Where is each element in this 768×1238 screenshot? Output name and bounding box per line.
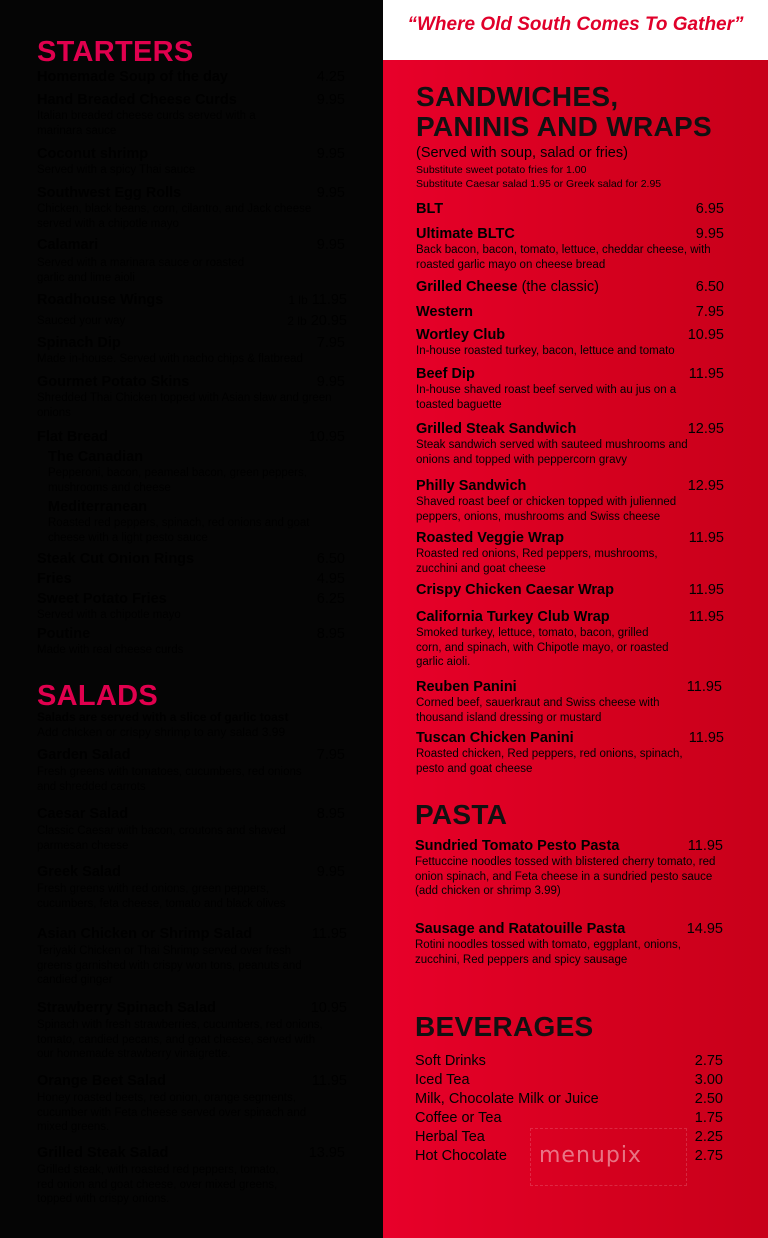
item-name: BLT — [416, 201, 444, 217]
item-name: Garden Salad — [37, 747, 131, 763]
menu-item — [416, 420, 724, 467]
salads-intro: Salads are served with a slice of garlic toast — [37, 710, 289, 724]
item-description: Chicken, black beans, corn, cilantro, and Jack cheese served with a chipotle mayo — [37, 203, 312, 230]
item-price — [288, 291, 347, 309]
item-price: 11.95 — [688, 609, 724, 625]
watermark-text: menupix — [539, 1143, 642, 1168]
menu-item — [37, 863, 345, 911]
item-name: The Canadian — [48, 449, 144, 465]
item-description: Shredded Thai Chicken topped with Asian slaw and green onions — [37, 392, 332, 419]
menu-item — [416, 326, 724, 359]
item-name: Poutine — [37, 626, 91, 642]
item-description: Classic Caesar with bacon, croutons and shaved parmesan cheese — [37, 825, 286, 852]
item-name — [416, 278, 724, 296]
menu-item — [37, 625, 345, 658]
menu-item — [37, 184, 345, 231]
menu-item — [416, 581, 724, 599]
item-name: Reuben Panini — [416, 679, 517, 695]
item-price: 11.95 — [688, 582, 724, 598]
substitution-note: Substitute Caesar salad 1.95 or Greek salad for 2.95 — [416, 178, 662, 190]
item-price: 9.95 — [316, 374, 345, 390]
starters-heading: STARTERS — [37, 36, 194, 68]
item-description: Made in-house. Served with nacho chips & flatbread — [37, 353, 303, 365]
item-name: Homemade Soup of the day — [37, 69, 228, 85]
item-description: Grilled steak, with roasted red peppers, tomato, red onion and goat cheese, over mixed greens, topped with crispy onions. — [37, 1164, 279, 1205]
item-price: 8.95 — [316, 806, 345, 822]
menu-item — [416, 278, 724, 296]
menu-item — [37, 291, 347, 331]
item-name: Strawberry Spinach Salad — [37, 1000, 216, 1016]
item-description: Shaved roast beef or chicken topped with julienned peppers, onions, mushrooms and Swiss cheese — [416, 496, 677, 523]
sandwiches-subheading: (Served with soup, salad or fries) — [416, 145, 628, 161]
item-name: Caesar Salad — [37, 806, 129, 822]
beverage-name: Iced Tea — [415, 1072, 470, 1088]
menu-item — [37, 68, 345, 86]
item-price: 11.95 — [686, 679, 722, 695]
menu-item — [416, 477, 724, 524]
item-price: 10.95 — [310, 1000, 347, 1016]
item-description: Made with real cheese curds — [37, 644, 184, 656]
item-description: Back bacon, bacon, tomato, lettuce, cheddar cheese, with roasted garlic mayo on cheese bread — [416, 244, 711, 271]
item-description: Served with a marinara sauce or roasted garlic and lime aioli — [37, 257, 245, 284]
menu-item — [37, 746, 345, 794]
menu-item — [37, 550, 345, 568]
item-price: 7.95 — [316, 747, 345, 763]
item-name: Southwest Egg Rolls — [37, 185, 182, 201]
beverage-name: Herbal Tea — [415, 1129, 485, 1145]
item-description: Rotini noodles tossed with tomato, eggplant, onions, zucchini, Red peppers and spicy sausage — [415, 939, 681, 966]
item-description: Honey roasted beets, red onion, orange segments, cucumber with Feta cheese served over spinach and mixed greens. — [37, 1092, 307, 1133]
item-price: 11.95 — [687, 838, 723, 854]
menu-item — [416, 729, 724, 776]
item-name: Mediterranean — [48, 499, 148, 515]
menu-item — [415, 837, 723, 899]
item-description: Fresh greens with tomatoes, cucumbers, red onions and shredded carrots — [37, 766, 302, 793]
item-description: Italian breaded cheese curds served with a marinara sauce — [37, 110, 256, 137]
item-price: 6.25 — [316, 591, 345, 607]
item-price: 9.95 — [316, 237, 345, 253]
item-name-suffix: (the classic) — [517, 279, 599, 295]
item-description: Sauced your way — [37, 315, 126, 327]
item-price: 13.95 — [308, 1145, 345, 1161]
item-name: Wortley Club — [416, 327, 506, 343]
item-name: Hand Breaded Cheese Curds — [37, 92, 237, 108]
item-price: 11.95 — [688, 730, 724, 746]
size-label: 2 lb — [287, 314, 307, 328]
item-price: 6.50 — [316, 551, 345, 567]
item-name: Western — [416, 304, 473, 320]
beverage-price: 2.50 — [694, 1091, 723, 1107]
menu-item — [416, 678, 722, 725]
item-price: 12.95 — [687, 478, 724, 494]
menu-item — [37, 590, 345, 623]
tagline: “Where Old South Comes To Gather” — [407, 14, 744, 35]
menu-item — [37, 805, 345, 853]
item-name: Asian Chicken or Shrimp Salad — [37, 926, 253, 942]
item-name: Sundried Tomato Pesto Pasta — [415, 838, 620, 854]
item-price — [287, 312, 347, 330]
item-price: 11.95 — [311, 1073, 347, 1089]
item-price: 9.95 — [316, 864, 345, 880]
item-price: 11.95 — [688, 366, 724, 382]
item-name: Philly Sandwich — [416, 478, 527, 494]
item-price: 6.50 — [695, 279, 724, 295]
item-price: 14.95 — [686, 921, 723, 937]
menu-item — [415, 920, 723, 967]
beverage-name: Coffee or Tea — [415, 1110, 502, 1126]
item-price: 11.95 — [311, 926, 347, 942]
beverage-name: Hot Chocolate — [415, 1148, 507, 1164]
item-description: Teriyaki Chicken or Thai Shrimp served over fresh greens garnished with crispy won tons, peanuts and candied ginger — [37, 945, 302, 986]
item-name: Sweet Potato Fries — [37, 591, 167, 607]
menu-item — [48, 498, 338, 545]
item-price: 4.95 — [316, 571, 345, 587]
beverage-name: Soft Drinks — [415, 1053, 486, 1069]
item-name: Sausage and Ratatouille Pasta — [415, 921, 626, 937]
item-price: 9.95 — [316, 146, 345, 162]
beverage-price: 2.75 — [694, 1053, 723, 1069]
price-value: 11.95 — [311, 292, 347, 308]
beverage-price: 2.75 — [694, 1148, 723, 1164]
salads-heading: SALADS — [37, 680, 159, 712]
item-price: 12.95 — [687, 421, 724, 437]
item-name: Coconut shrimp — [37, 146, 149, 162]
item-price: 10.95 — [308, 429, 345, 445]
item-name-text: Grilled Cheese — [416, 279, 518, 295]
item-description: In-house roasted turkey, bacon, lettuce and tomato — [416, 345, 675, 357]
item-description: Fresh greens with red onions, green peppers, cucumbers, feta cheese, tomato and black olives — [37, 883, 286, 910]
item-price: 7.95 — [316, 335, 345, 351]
menupix-watermark — [530, 1128, 687, 1186]
item-name: Ultimate BLTC — [416, 226, 515, 242]
item-price: 9.95 — [316, 92, 345, 108]
item-description: In-house shaved roast beef served with au jus on a toasted baguette — [416, 384, 677, 411]
beverages-heading: BEVERAGES — [415, 1011, 594, 1042]
menu-item — [416, 608, 724, 670]
item-description: Served with a chipotle mayo — [37, 609, 181, 621]
beverage-price: 2.25 — [694, 1129, 723, 1145]
item-description: Corned beef, sauerkraut and Swiss cheese with thousand island dressing or mustard — [416, 697, 660, 724]
beverage-price: 3.00 — [694, 1072, 723, 1088]
item-price: 10.95 — [687, 327, 724, 343]
item-description: Smoked turkey, lettuce, tomato, bacon, grilled corn, and spinach, with Chipotle mayo, or roasted garlic aioli. — [416, 627, 669, 668]
item-price: 6.95 — [695, 201, 724, 217]
item-name: Greek Salad — [37, 864, 121, 880]
item-name: Calamari — [37, 237, 99, 253]
menu-item — [37, 1072, 347, 1135]
menu-item — [416, 303, 724, 321]
menu-item — [37, 373, 345, 420]
menu-item — [37, 428, 345, 446]
item-description: Steak sandwich served with sauteed mushrooms and onions and topped with peppercorn gravy — [416, 439, 688, 466]
size-label: 1 lb — [288, 293, 308, 307]
price-value: 20.95 — [310, 313, 347, 329]
salads-addon-note: Add chicken or crispy shrimp to any salad 3.99 — [37, 725, 286, 739]
item-price: 4.25 — [316, 69, 345, 85]
item-name: Grilled Steak Sandwich — [416, 421, 577, 437]
item-description: Served with a spicy Thai sauce — [37, 164, 196, 176]
item-name: Tuscan Chicken Panini — [416, 730, 574, 746]
sandwiches-heading-line2: PANINIS AND WRAPS — [416, 111, 712, 142]
item-price: 9.95 — [316, 185, 345, 201]
item-name: Orange Beet Salad — [37, 1073, 166, 1089]
menu-item — [416, 200, 724, 218]
item-description: Pepperoni, bacon, peameal bacon, green peppers, mushrooms and cheese — [48, 467, 307, 494]
item-name: Roadhouse Wings — [37, 292, 164, 308]
item-description: Fettuccine noodles tossed with blistered cherry tomato, red onion spinach, and Feta cheese in a sundried pesto sauce (add chicken or shrimp 3.99) — [415, 856, 716, 897]
item-name: Crispy Chicken Caesar Wrap — [416, 582, 614, 598]
menu-item — [37, 236, 345, 285]
menu-item — [37, 1144, 345, 1207]
item-description: Roasted chicken, Red peppers, red onions, spinach, pesto and goat cheese — [416, 748, 683, 775]
substitution-note: Substitute sweet potato fries for 1.00 — [416, 164, 587, 176]
menu-item — [48, 448, 338, 495]
menu-item — [416, 365, 724, 412]
menu-item — [416, 529, 724, 576]
beverage-name: Milk, Chocolate Milk or Juice — [415, 1091, 599, 1107]
pasta-heading: PASTA — [415, 799, 508, 830]
item-name: Grilled Steak Salad — [37, 1145, 169, 1161]
item-name: California Turkey Club Wrap — [416, 609, 610, 625]
menu-item — [37, 145, 345, 178]
sandwiches-heading-line1: SANDWICHES, — [416, 81, 619, 112]
item-name: Beef Dip — [416, 366, 475, 382]
item-price: 7.95 — [695, 304, 724, 320]
item-description: Roasted red peppers, spinach, red onions and goat cheese with a light pesto sauce — [48, 517, 310, 544]
item-description: Roasted red onions, Red peppers, mushrooms, zucchini and goat cheese — [416, 548, 658, 575]
item-price: 8.95 — [316, 626, 345, 642]
item-price: 9.95 — [695, 226, 724, 242]
beverage-price: 1.75 — [694, 1110, 723, 1126]
menu-item — [37, 570, 345, 588]
menu-item — [37, 91, 345, 138]
item-name: Steak Cut Onion Rings — [37, 551, 195, 567]
menu-item — [416, 225, 724, 272]
item-name: Roasted Veggie Wrap — [416, 530, 564, 546]
item-name: Gourmet Potato Skins — [37, 374, 190, 390]
menu-item — [37, 334, 345, 367]
item-name: Fries — [37, 571, 72, 587]
item-name: Spinach Dip — [37, 335, 121, 351]
item-description: Spinach with fresh strawberries, cucumbers, red onions, tomato, candied pecans, and goat cheese, served with our homemade strawberry vinaigrette. — [37, 1019, 323, 1060]
item-name: Flat Bread — [37, 429, 108, 445]
menu-item — [37, 999, 347, 1062]
menu-item — [37, 925, 347, 988]
item-price: 11.95 — [688, 530, 724, 546]
